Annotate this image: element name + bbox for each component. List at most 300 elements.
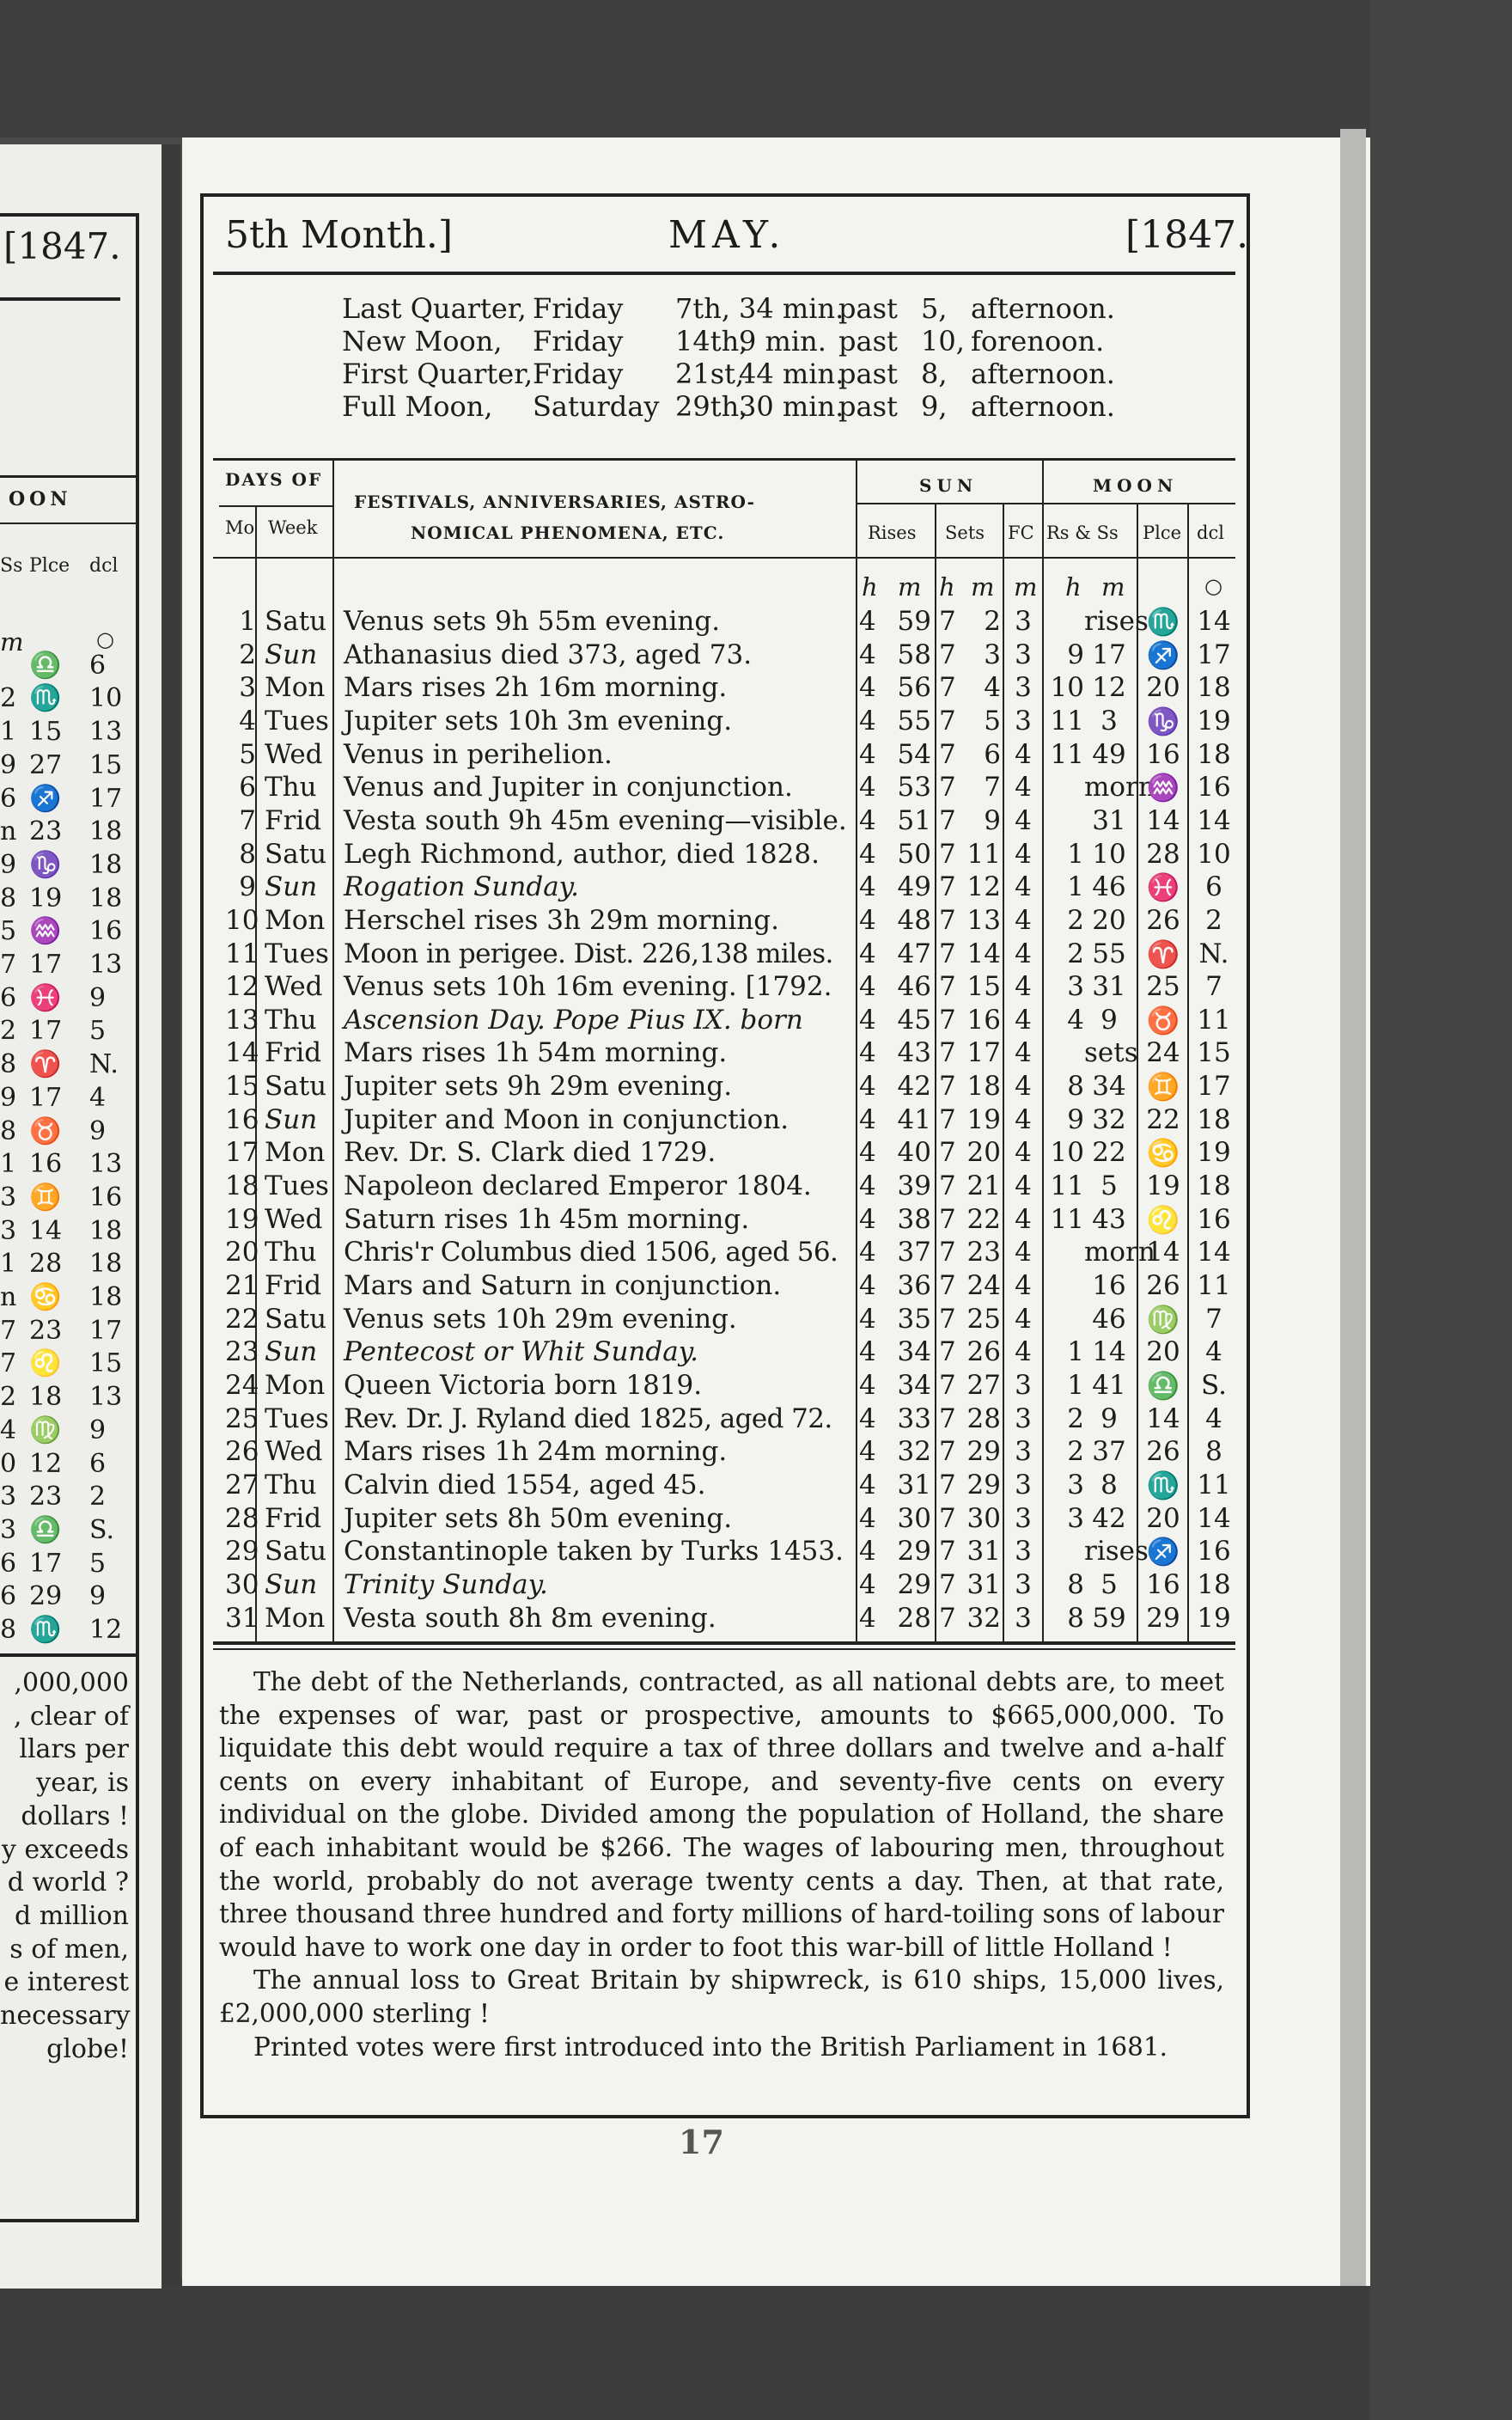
header-sun: SUN [919,475,979,496]
weekday: Sun [265,639,318,670]
left-page-cell: 3 [0,1514,17,1545]
fc-value: 4 [1015,971,1032,1003]
weekday: Satu [265,1071,327,1103]
sun-rise-hour: 4 [859,871,876,903]
moon-phase-period: afternoon. [971,292,1115,325]
event: Jupiter sets 9h 29m evening. [344,1071,733,1103]
moon-place: ♍ [1146,1304,1180,1335]
left-page-cell: 0 [0,1448,17,1479]
moon-phase-min: 44 min. [739,358,844,390]
fc-value: 4 [1015,804,1032,836]
sun-rise-min: 49 [897,871,931,903]
fc-value: 4 [1015,1303,1032,1335]
left-page-text-line: dollars ! [21,1800,129,1831]
moon-declination: 19 [1197,1602,1231,1634]
event: Trinity Sunday. [344,1568,548,1600]
event: Saturn rises 1h 45m morning. [344,1203,750,1235]
sun-rise-hour: 4 [859,1502,876,1534]
sun-set-min: 18 [966,1071,1001,1103]
sun-set-min: 21 [966,1170,1001,1202]
left-page-cell: 19 [29,883,63,914]
moon-hour: 9 [1067,639,1084,670]
moon-hour: 1 [1067,1336,1084,1368]
sun-rise-hour: 4 [859,606,876,637]
moon-min: 17 [1092,639,1126,670]
sun-rise-hour: 4 [859,1137,876,1169]
event: Venus sets 9h 55m evening. [344,606,721,637]
event: Venus sets 10h 29m evening. [344,1303,737,1335]
left-page-cell: 5 [0,916,17,947]
moon-phase-past: past [838,325,898,358]
unit-h: h [1065,572,1082,602]
sun-rise-hour: 4 [859,1469,876,1500]
weekday: Satu [265,606,327,637]
sun-set-min: 17 [966,1037,1001,1069]
sun-rise-hour: 4 [859,1037,876,1069]
table-row [0,1435,1243,1469]
moon-declination: 4 [1205,1336,1222,1368]
moon-declination: 4 [1205,1402,1222,1434]
left-page-cell: 10 [89,683,123,714]
moon-phase-past: past [838,358,898,390]
sun-rise-min: 50 [897,838,931,870]
table-row [0,871,1243,904]
moon-phase-past: past [838,390,898,423]
unit-m: m [971,572,995,602]
left-page-cell: ♒ [29,916,62,947]
left-rule [0,1653,136,1657]
sun-rise-min: 37 [897,1237,931,1268]
moon-phase-date: 14th, [675,325,748,358]
left-page-cell: 16 [29,1149,63,1180]
left-page-cell: 6 [0,1581,17,1612]
moon-hour: 4 [1067,1004,1084,1036]
sun-set-hour: 7 [939,1536,956,1568]
table-bottom-rule [213,1648,1235,1650]
background-bottom [0,2277,1512,2420]
fc-value: 3 [1015,1602,1032,1634]
sun-set-hour: 7 [939,938,956,969]
sun-rise-min: 36 [897,1270,931,1301]
table-row [0,1402,1243,1436]
sun-set-hour: 7 [939,1137,956,1169]
left-page-cell: 4 [89,1082,107,1113]
weekday: Wed [265,1436,323,1468]
sun-set-hour: 7 [939,606,956,637]
fc-value: 4 [1015,738,1032,770]
unit-degree: ○ [1204,574,1222,598]
fc-value: 3 [1015,1536,1032,1568]
sun-set-min: 20 [966,1137,1001,1169]
left-page-cell: 18 [89,1215,123,1246]
weekday: Thu [265,1004,317,1036]
moon-declination: 19 [1197,705,1231,736]
note-paragraph: Printed votes were first introduced into the British Parliament in 1681. [253,2032,1168,2062]
moon-declination: 17 [1197,1071,1231,1103]
moon-declination: 16 [1197,1536,1231,1568]
moon-phase-date: 29th, [675,390,748,423]
left-page-cell: 13 [89,1382,123,1413]
moon-min: 41 [1092,1369,1126,1401]
weekday: Frid [265,1502,322,1534]
fc-value: 3 [1015,1402,1032,1434]
sun-set-min: 31 [966,1568,1001,1600]
moon-min: 14 [1092,1336,1126,1368]
moon-hour: 9 [1067,1103,1084,1135]
left-page-cell: 17 [89,783,123,814]
moon-place: 16 [1146,738,1180,770]
sun-rise-hour: 4 [859,1004,876,1036]
table-row [0,1136,1243,1170]
left-page-cell: 16 [89,916,123,947]
left-page-cell: 17 [29,1016,63,1047]
left-page-cell: 8 [0,1615,17,1645]
moon-hour: 1 [1067,871,1084,903]
left-page-cell: ♏ [29,683,62,714]
moon-min: 9 [1100,1004,1118,1036]
sun-set-hour: 7 [939,1502,956,1534]
fc-value: 4 [1015,871,1032,903]
moon-place: ♏ [1146,607,1180,638]
header-bottom-rule [213,557,1235,559]
left-page-cell: ♌ [29,1348,62,1379]
weekday: Tues [265,1170,329,1202]
day-number: 11 [225,938,259,969]
fc-value: 3 [1015,1436,1032,1468]
table-row [0,1070,1243,1103]
day-number: 15 [225,1071,259,1103]
sun-rise-hour: 4 [859,1336,876,1368]
moon-hour: 2 [1067,938,1084,969]
event: Jupiter sets 10h 3m evening. [344,705,733,736]
event: Napoleon declared Emperor 1804. [344,1170,812,1202]
moon-declination: 18 [1197,738,1231,770]
left-page-cell: 7 [0,1315,17,1346]
left-page-cell: 15 [29,717,63,748]
left-page-text-line: necessary [0,2001,131,2031]
moon-place: 14 [1146,1237,1180,1268]
day-number: 6 [239,772,256,804]
moon-min: 59 [1092,1602,1126,1634]
note-paragraph: The annual loss to Great Britain by shipwreck, is 610 ships, 15,000 lives, £2,000,000 sterling ! [219,1965,1224,2028]
event: Mars rises 2h 16m morning. [344,672,728,704]
left-unit-m: m [0,627,24,657]
moon-place: ♒ [1146,773,1180,804]
moon-min: 37 [1092,1436,1126,1468]
left-page-cell: 2 [0,1016,17,1047]
moon-phase-min: 30 min. [739,390,844,423]
moon-declination: 7 [1205,1303,1222,1335]
event: Herschel rises 3h 29m morning. [344,904,779,936]
left-page-cell: 17 [29,1082,63,1113]
sun-set-min: 5 [984,705,1001,736]
event: Mars rises 1h 54m morning. [344,1037,728,1069]
left-page-cell: 23 [29,1315,63,1346]
sun-rise-hour: 4 [859,1170,876,1202]
fc-value: 4 [1015,1037,1032,1069]
fc-value: 4 [1015,1203,1032,1235]
left-page-cell: 4 [0,1415,17,1445]
unit-m: m [1101,572,1125,602]
left-page-cell: ♓ [29,982,62,1013]
fc-value: 3 [1015,1568,1032,1600]
weekday: Mon [265,1602,326,1634]
moon-phase-name: New Moon, [342,325,503,358]
moon-declination: 14 [1197,1502,1231,1534]
fc-value: 3 [1015,639,1032,670]
moon-phase-name: Full Moon, [342,390,493,423]
moon-place: ♊ [1146,1072,1180,1103]
sun-rise-min: 34 [897,1336,931,1368]
moon-place: ♐ [1146,639,1180,671]
sun-set-hour: 7 [939,1436,956,1468]
left-page-cell: 8 [0,883,17,914]
moon-min: 42 [1092,1502,1126,1534]
moon-phase-min: 9 min. [739,325,826,358]
sun-set-hour: 7 [939,1402,956,1434]
sun-set-min: 31 [966,1536,1001,1568]
fc-value: 4 [1015,1137,1032,1169]
event: Constantinople taken by Turks 1453. [344,1536,844,1568]
sun-set-min: 7 [984,772,1001,804]
header-fc: FC [1008,522,1034,543]
left-page-cell: 18 [89,849,123,880]
header-rs-ss: Rs & Ss [1046,522,1119,543]
moon-min: 5 [1100,1568,1118,1600]
day-number: 18 [225,1170,259,1202]
sun-set-min: 6 [984,738,1001,770]
sun-rise-hour: 4 [859,938,876,969]
moon-declination: 16 [1197,772,1231,804]
table-row [0,904,1243,938]
moon-declination: 7 [1205,971,1222,1003]
left-page-cell: 12 [89,1615,123,1645]
table-row [0,1203,1243,1237]
sun-set-min: 2 [984,606,1001,637]
weekday: Tues [265,1402,329,1434]
sun-rise-hour: 4 [859,804,876,836]
left-page-cell: 9 [89,1581,107,1612]
table-row [0,1004,1243,1037]
moon-min: 46 [1092,871,1126,903]
sun-rise-min: 45 [897,1004,931,1036]
left-unit-deg: ○ [96,627,114,651]
left-page-cell: 14 [29,1215,63,1246]
left-page-cell: 12 [29,1448,63,1479]
sun-set-min: 22 [966,1203,1001,1235]
sun-rise-min: 40 [897,1137,931,1169]
fc-value: 3 [1015,606,1032,637]
table-row [0,1269,1243,1303]
left-page-cell: ♎ [29,1514,62,1545]
fc-value: 3 [1015,1469,1032,1500]
moon-place: 19 [1146,1170,1180,1202]
sun-rise-hour: 4 [859,639,876,670]
moon-min: 3 [1100,705,1118,736]
moon-phase-day: Friday [533,358,624,390]
header-plce: Plce [1143,522,1182,543]
sun-set-hour: 7 [939,639,956,670]
sun-rise-hour: 4 [859,1203,876,1235]
sun-set-hour: 7 [939,871,956,903]
left-page-cell: 3 [0,1215,17,1246]
moon-declination: 10 [1197,838,1231,870]
moon-min: 5 [1100,1170,1118,1202]
header-events-1: FESTIVALS, ANNIVERSARIES, ASTRO- [354,492,755,512]
moon-hour: 1 [1067,838,1084,870]
moon-phase-name: Last Quarter, [342,292,527,325]
moon-hour: 2 [1067,904,1084,936]
day-number: 31 [225,1602,259,1634]
left-page-cell: 8 [0,1115,17,1146]
moon-place: 20 [1146,1502,1180,1534]
fc-value: 4 [1015,1237,1032,1268]
weekday: Tues [265,705,329,736]
day-number: 22 [225,1303,259,1335]
day-number: 7 [239,804,256,836]
sun-set-min: 30 [966,1502,1001,1534]
weekday: Thu [265,1237,317,1268]
sun-rise-min: 51 [897,804,931,836]
event: Mars and Saturn in conjunction. [344,1270,782,1301]
sun-rise-hour: 4 [859,1369,876,1401]
sun-rise-min: 29 [897,1536,931,1568]
day-number: 26 [225,1436,259,1468]
moon-declination: 18 [1197,1568,1231,1600]
day-number: 30 [225,1568,259,1600]
moon-place: 26 [1146,1270,1180,1301]
weekday: Frid [265,1270,322,1301]
left-page-cell: n [0,816,17,847]
event: Vesta south 9h 45m evening—visible. [344,804,847,836]
sun-rise-min: 39 [897,1170,931,1202]
sun-set-min: 14 [966,938,1001,969]
left-page-cell: 6 [89,650,107,681]
moon-declination: 11 [1197,1004,1231,1036]
sun-rise-min: 55 [897,705,931,736]
moon-min: 32 [1092,1103,1126,1135]
moon-min: rises [1084,606,1149,637]
day-number: 13 [225,1004,259,1036]
sun-set-hour: 7 [939,738,956,770]
header-week: Week [268,517,318,538]
moon-hour: 3 [1067,1469,1084,1500]
moon-place: 26 [1146,904,1180,936]
header-rule [213,272,1235,275]
left-page-cell: 15 [89,749,123,780]
left-page-cell: ♉ [29,1115,62,1146]
left-page-cell: 2 [0,683,17,714]
day-number: 4 [239,705,256,736]
moon-place: 29 [1146,1602,1180,1634]
table-row [0,1236,1243,1269]
sun-set-hour: 7 [939,1170,956,1202]
background-right [1370,0,1512,2420]
sun-set-min: 29 [966,1436,1001,1468]
moon-declination: 14 [1197,606,1231,637]
page-edge [1340,129,1366,2286]
left-page-cell: ♊ [29,1182,62,1213]
sun-rise-hour: 4 [859,1536,876,1568]
moon-hour: 11 [1050,1203,1084,1235]
left-page-cell: 18 [89,1249,123,1280]
table-top-rule [213,458,1235,461]
moon-hour: 10 [1050,672,1084,704]
day-number: 24 [225,1369,259,1401]
left-page-text-line: year, is [36,1768,129,1799]
fc-value: 4 [1015,1170,1032,1202]
day-number: 25 [225,1402,259,1434]
weekday: Mon [265,1137,326,1169]
table-row [0,1502,1243,1536]
sun-rise-min: 41 [897,1103,931,1135]
day-number: 20 [225,1237,259,1268]
left-rule [0,522,136,524]
moon-place: ♏ [1146,1470,1180,1501]
month-title: MAY. [668,213,786,257]
moon-place: 20 [1146,672,1180,704]
sun-set-min: 29 [966,1469,1001,1500]
table-bottom-rule [213,1641,1235,1645]
sun-set-hour: 7 [939,1103,956,1135]
table-row [0,738,1243,772]
event: Vesta south 8h 8m evening. [344,1602,716,1634]
sun-set-hour: 7 [939,1037,956,1069]
day-number: 17 [225,1137,259,1169]
sun-set-min: 3 [984,639,1001,670]
moon-hour: 11 [1050,1170,1084,1202]
moon-hour: 2 [1067,1436,1084,1468]
moon-place: 14 [1146,804,1180,836]
left-page-text-line: d world ? [7,1867,129,1898]
moon-min: 8 [1100,1469,1118,1500]
weekday: Satu [265,1303,327,1335]
left-page-text-line: y exceeds [1,1834,129,1865]
left-page-cell: 6 [0,783,17,814]
sun-set-min: 24 [966,1270,1001,1301]
weekday: Mon [265,1369,326,1401]
moon-place: ♑ [1146,706,1180,737]
sun-set-hour: 7 [939,705,956,736]
left-page-cell: 9 [0,749,17,780]
left-page-cell: 7 [0,950,17,980]
table-row [0,1335,1243,1369]
event: Rev. Dr. S. Clark died 1729. [344,1137,716,1169]
left-page-cell: 18 [29,1382,63,1413]
moon-hour: 8 [1067,1071,1084,1103]
event: Athanasius died 373, aged 73. [344,639,753,670]
left-page-cell: 1 [0,1249,17,1280]
fc-value: 3 [1015,1369,1032,1401]
moon-min: 43 [1092,1203,1126,1235]
moon-place: ♎ [1146,1370,1180,1402]
sun-set-hour: 7 [939,1602,956,1634]
left-head-ss: Ss [0,555,23,577]
left-page-cell: N. [89,1049,119,1080]
fc-value: 4 [1015,1103,1032,1135]
moon-min: 9 [1100,1402,1118,1434]
moon-hour: 11 [1050,705,1084,736]
weekday: Satu [265,838,327,870]
left-page-cell: 3 [0,1482,17,1512]
sun-rise-min: 42 [897,1071,931,1103]
sun-rise-min: 29 [897,1568,931,1600]
day-number: 8 [239,838,256,870]
sun-rise-min: 28 [897,1602,931,1634]
fc-value: 4 [1015,1336,1032,1368]
table-row [0,1369,1243,1402]
day-number: 23 [225,1336,259,1368]
